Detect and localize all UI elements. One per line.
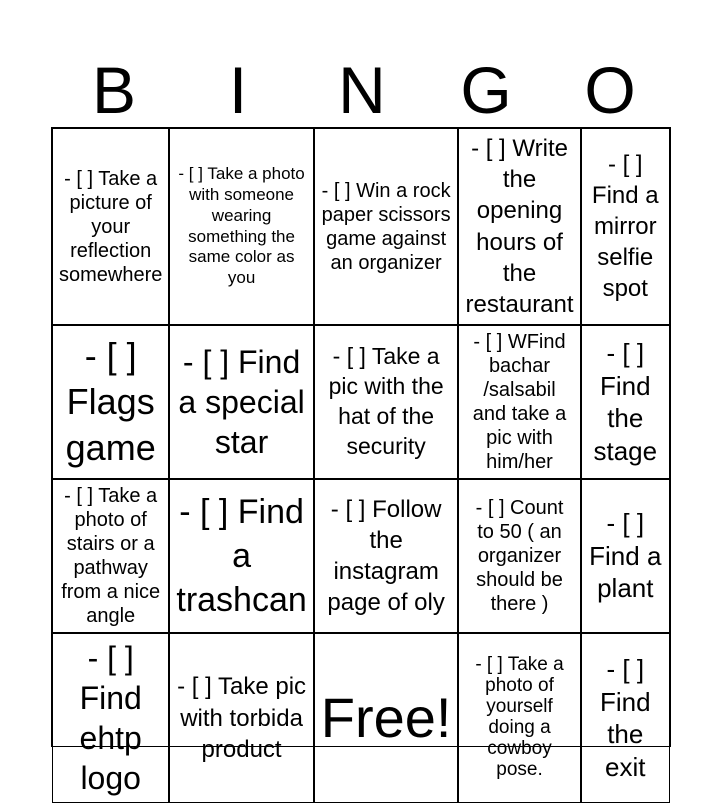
bingo-cell-r1c5[interactable]: - [ ] Find a mirror selfie spot [581,128,670,325]
bingo-cell-r2c3[interactable]: - [ ] Take a pic with the hat of the security [314,325,459,479]
bingo-cell-r4c1[interactable]: - [ ] Find ehtp logo [52,633,169,803]
bingo-cell-r3c2[interactable]: - [ ] Find a trashcan [169,479,313,633]
bingo-cell-free[interactable]: Free! [314,633,459,803]
bingo-cell-r1c1[interactable]: - [ ] Take a picture of your reflection somewhere [52,128,169,325]
bingo-grid [51,127,671,797]
bingo-cell-r1c3[interactable]: - [ ] Win a rock paper scissors game against an organizer [314,128,459,325]
bingo-cell-r2c1[interactable]: - [ ] Flags game [52,325,169,479]
header-letter-n: N [338,53,386,127]
bingo-cell-r3c4[interactable]: - [ ] Count to 50 ( an organizer should be there ) [458,479,580,633]
bingo-cell-r2c5[interactable]: - [ ] Find the stage [581,325,670,479]
bingo-cell-r4c4[interactable]: - [ ] Take a photo of yourself doing a cowboy pose. [458,633,580,803]
bingo-cell-r3c5[interactable]: - [ ] Find a plant [581,479,670,633]
bingo-cell-r4c5[interactable]: - [ ] Find the exit [581,633,670,803]
bingo-cell-r3c3[interactable]: - [ ] Follow the instagram page of oly [314,479,459,633]
header-letter-b: B [91,53,137,127]
bingo-header [52,52,672,128]
bingo-cell-r2c4[interactable]: - [ ] WFind bachar /salsabil and take a pic with him/her [458,325,580,479]
header-letter-i: I [228,53,248,127]
bingo-cell-r2c2[interactable]: - [ ] Find a special star [169,325,313,479]
header-letter-o: O [584,53,636,127]
bingo-cell-r3c1[interactable]: - [ ] Take a photo of stairs or a pathway from a nice angle [52,479,169,633]
header-letter-g: G [460,53,512,127]
bingo-cell-r1c4[interactable]: - [ ] Write the opening hours of the restaurant [458,128,580,325]
bingo-cell-r4c2[interactable]: - [ ] Take pic with torbida product [169,633,313,803]
bingo-cell-r1c2[interactable]: - [ ] Take a photo with someone wearing something the same color as you [169,128,313,325]
